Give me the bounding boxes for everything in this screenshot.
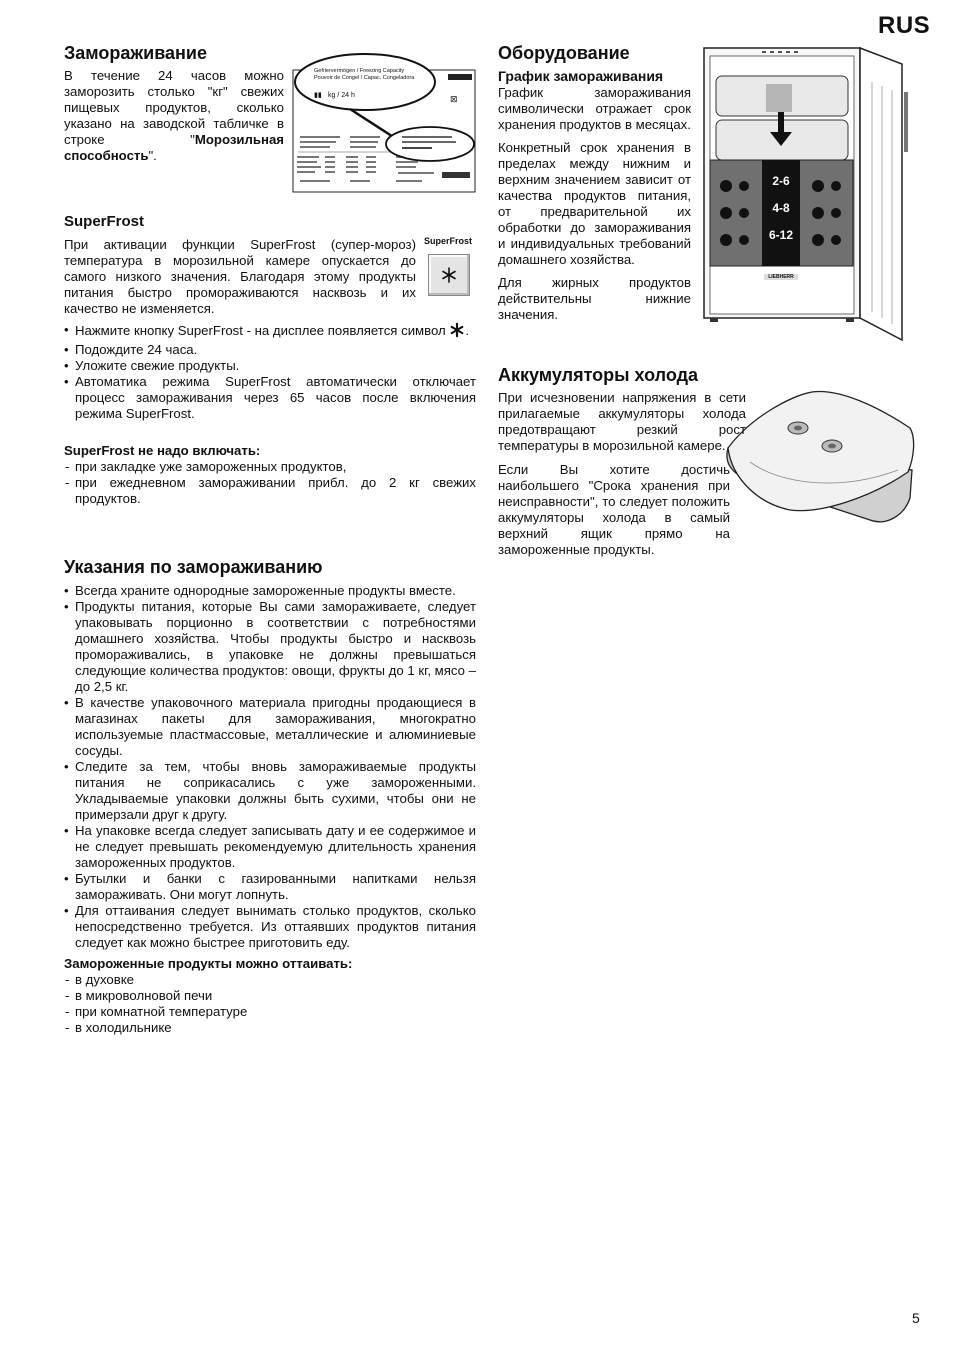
list-item: • Продукты питания, которые Вы сами замораживаете, следует упаковывать порционно в соответствии с потребностями домашнего хозяйства. Чтобы продукты быстро и насквозь промораживались, в упаковке не должны превышаться следующие количества продуктов: овощи, фрукты до 1 кг, мясо – до 2,5 кг. — [64, 599, 476, 695]
list-item: • На упаковке всегда следует записывать дату и ее содержимое и не следует превышать рекомендуемую длительность хранения замороженных продуктов. — [64, 823, 476, 871]
svg-text:⊠: ⊠ — [450, 95, 458, 105]
cold-pack-illustration — [720, 388, 916, 528]
freezing-chart-title: График замораживания — [498, 68, 664, 84]
superfrost-intro: При активации функции SuperFrost (супер-мороз) температура в морозильной камере опускается до самого низкого значения. Благодаря этому продукты питания быстро промораживаются насквозь и их качество не изменяется. — [64, 237, 416, 316]
list-item: - при закладке уже замороженных продуктов, — [64, 459, 476, 475]
storage-range-2: 4-8 — [772, 201, 790, 215]
page-number: 5 — [912, 1310, 920, 1326]
snowflake-symbol-icon — [449, 322, 465, 342]
list-item: • Бутылки и банки с газированными напитками нельзя замораживать. Они могут лопнуть. — [64, 871, 476, 903]
equipment-title: Оборудование — [498, 43, 630, 63]
storage-range-1: 2-6 — [772, 174, 790, 188]
tips-list — [64, 583, 476, 951]
list-item: • В качестве упаковочного материала пригодны продающиеся в магазинах пакеты для замораживания, многократно используемые пластмассовые, металлические и алюминиевые сосуды. — [64, 695, 476, 759]
list-item: - в холодильнике — [64, 1020, 476, 1036]
list-item: • Уложите свежие продукты. — [64, 358, 476, 374]
list-item: - в микроволновой печи — [64, 988, 476, 1004]
superfrost-steps — [64, 322, 476, 422]
accumulators-title: Аккумуляторы холода — [498, 365, 699, 385]
list-item: • Подождите 24 часа. — [64, 342, 476, 358]
thaw-title: Замороженные продукты можно оттаивать: — [64, 956, 353, 971]
brand-logo: LIEBHERR — [768, 274, 794, 280]
equipment-p3: Для жирных продуктов действительны нижние значения. — [498, 275, 691, 322]
superfrost-no-need-list — [64, 459, 476, 507]
list-item: - в духовке — [64, 972, 476, 988]
plate-line-1: Gefriervermögen / Freezing Capacity — [314, 68, 405, 74]
freezing-text: В течение 24 часов можно заморозить столько "кг" свежих пищевых продуктов, сколько указано на заводской табличке в строке "Морозильная способность". — [64, 68, 284, 163]
list-item: • Автоматика режима SuperFrost автоматически отключает процесс замораживания через 65 часов после включения режима SuperFrost. — [64, 374, 476, 422]
thaw-list — [64, 972, 476, 1036]
list-item: • Всегда храните однородные замороженные продукты вместе. — [64, 583, 476, 599]
list-item: - при ежедневном замораживании прибл. до 2 кг свежих продуктов. — [64, 475, 476, 507]
list-item: • Следите за тем, чтобы вновь замораживаемые продукты питания не соприкасались с уже замороженными. Укладываемые упаковки должны быть сухими, чтобы они не примерзали друг к другу. — [64, 759, 476, 823]
freezing-title: Замораживание — [64, 43, 207, 63]
equipment-p1: График замораживания символически отражает срок хранения продуктов в месяцах. — [498, 85, 691, 132]
equipment-p2: Конкретный срок хранения в пределах между нижним и верхним значением зависит от качества продуктов питания, от предварительной их обработки до замораживания и индивидуальных требований домашнего хозяйства. — [498, 140, 691, 267]
plate-value: kg / 24 h — [328, 92, 355, 99]
superfrost-button-caption: SuperFrost — [424, 236, 473, 246]
accumulators-p1: При исчезновении напряжения в сети прилагаемые аккумуляторы холода предотвращают резкий рост температуры в морозильной камере. — [498, 390, 746, 453]
list-item: • Нажмите кнопку SuperFrost - на дисплее появляется символ . — [64, 322, 476, 342]
list-item: - при комнатной температуре — [64, 1004, 476, 1020]
rating-plate-illustration — [290, 52, 480, 195]
superfrost-button[interactable] — [428, 254, 470, 296]
tips-title: Указания по замораживанию — [64, 557, 323, 577]
plate-line-2: Pouvoir de Congel / Capac. Congeladora — [314, 75, 415, 81]
superfrost-no-need-title: SuperFrost не надо включать: — [64, 443, 261, 458]
language-badge: RUS — [878, 12, 931, 39]
storage-range-3: 6-12 — [768, 228, 794, 242]
svg-text:▮▮: ▮▮ — [314, 92, 322, 99]
superfrost-title: SuperFrost — [64, 213, 145, 230]
accumulators-p2: Если Вы хотите достичь наибольшего "Срока хранения при неисправности", то следует положить аккумуляторы холода в самый верхний ящик прямо на замороженные продукты. — [498, 462, 730, 557]
snowflake-icon — [440, 266, 458, 284]
freezer-illustration — [700, 42, 920, 344]
list-item: • Для оттаивания следует вынимать столько продуктов, сколько непосредственно требуется. Из оттаявших продуктов питания следует как можно быстрее приготовить еду. — [64, 903, 476, 951]
